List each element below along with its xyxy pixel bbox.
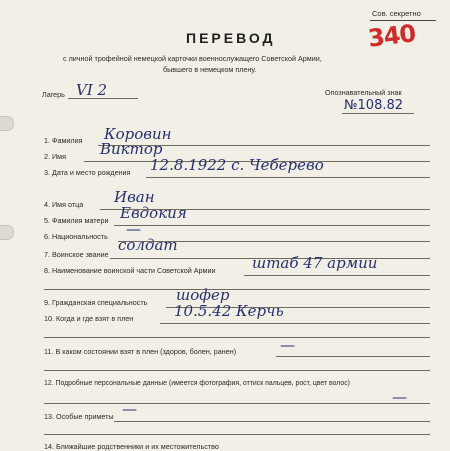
field-value-nationality: —: [126, 220, 141, 238]
field-value-mother: Евдокия: [120, 204, 187, 222]
field-label-nationality: 6. Национальность: [44, 232, 108, 241]
field-label-unit: 8. Наименование воинской части Советской Армии: [44, 266, 216, 275]
field-line-mother: [114, 225, 430, 226]
id-label: Опознавательный знак: [325, 88, 402, 97]
field-label-surname: 1. Фамилия: [44, 136, 83, 145]
field-value-captured: 10.5.42 Керчь: [174, 302, 284, 320]
field-label-mother: 5. Фамилия матери: [44, 216, 109, 225]
field-value-profession: шофер: [176, 286, 230, 304]
camp-value: VI 2: [76, 81, 108, 99]
field-label-personal-data: 12. Подробные персональные данные (имеется фотография, оттиск пальцев, рост, цвет волос): [44, 380, 350, 387]
field-label-condition: 11. В каком состоянии взят в плен (здоров, болен, ранен): [44, 347, 237, 356]
field-value-surname: Коровин: [104, 125, 172, 143]
field-label-name: 2. Имя: [44, 152, 66, 161]
field-label-profession: 9. Гражданская специальность: [44, 298, 148, 307]
field-label-captured: 10. Когда и где взят в плен: [44, 314, 134, 323]
field-value-father: Иван: [114, 188, 155, 206]
field-line-personal-data: [44, 403, 430, 404]
field-label-relatives: 14. Ближайшие родственники и их местожительство: [44, 442, 219, 451]
field-value-rank: солдат: [118, 236, 178, 254]
field-line-unit: [244, 275, 430, 276]
red-number: 340: [366, 19, 417, 53]
field-value-features: —: [122, 400, 137, 418]
id-value: №108.82: [344, 98, 404, 113]
field-line-unit-2: [44, 289, 430, 290]
field-value-condition: —: [280, 336, 295, 354]
camp-underline: [68, 98, 138, 99]
field-value-name: Виктор: [100, 140, 163, 158]
field-value-personal-data: —: [392, 388, 407, 406]
id-underline: [342, 113, 414, 114]
document-title: ПЕРЕВОД: [186, 30, 276, 46]
field-line-features-2: [44, 434, 430, 435]
punch-hole-bottom: [0, 225, 14, 240]
field-line-birth: [146, 177, 430, 178]
field-label-father: 4. Имя отца: [44, 200, 84, 209]
camp-label: Лагерь: [42, 90, 65, 99]
field-line-condition-2: [44, 370, 430, 371]
field-value-unit: штаб 47 армии: [252, 254, 378, 272]
classification-label: Сов. секретно: [372, 9, 421, 18]
field-line-captured: [160, 323, 430, 324]
field-line-captured-2: [44, 337, 430, 338]
field-label-rank: 7. Воинское звание: [44, 250, 109, 259]
field-label-birth: 3. Дата и место рождения: [44, 168, 131, 177]
field-value-birth: 12.8.1922 с. Чеберево: [150, 156, 324, 174]
field-line-features: [114, 421, 430, 422]
punch-hole-top: [0, 116, 14, 131]
subtitle-line-2: бывшего в немецком плену.: [163, 65, 257, 74]
field-line-condition: [276, 356, 430, 357]
subtitle-line-1: с личной трофейной немецкой карточки военнослужащего Советской Армии,: [63, 54, 322, 63]
field-label-features: 13. Особые приметы: [44, 412, 114, 421]
